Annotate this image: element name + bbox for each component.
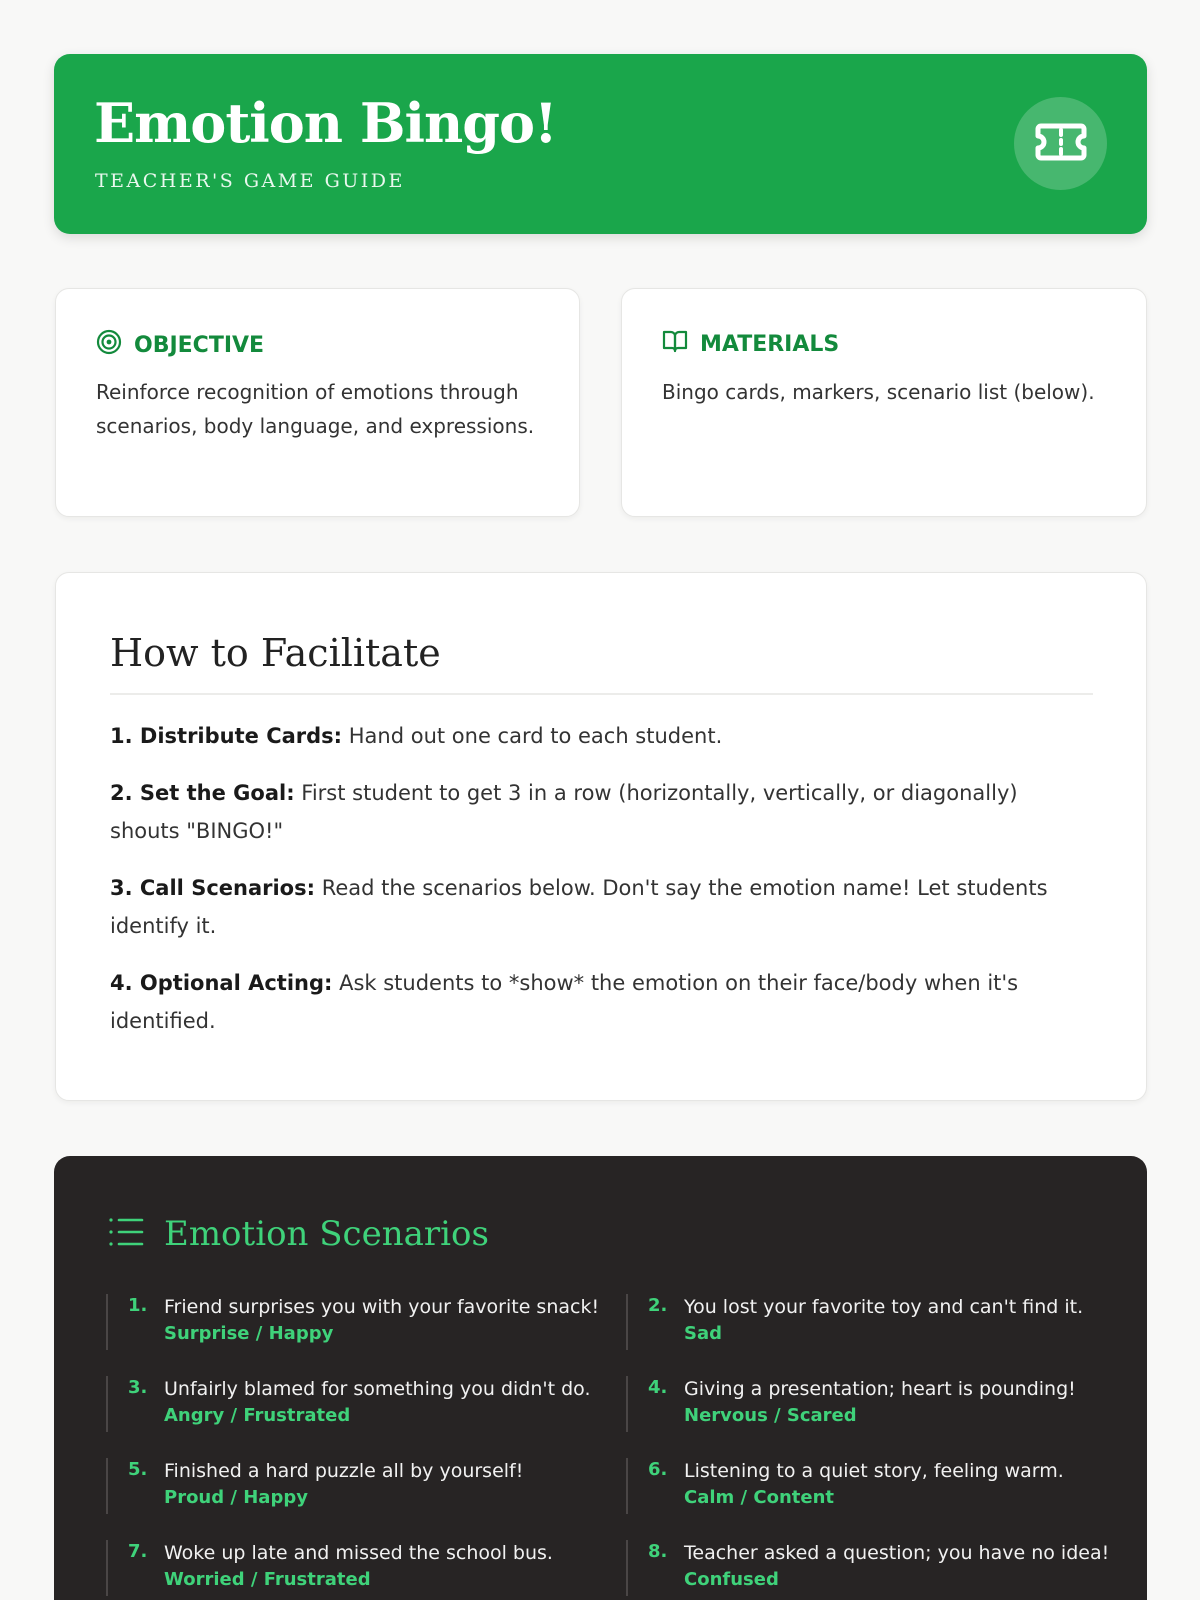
scenario-text: You lost your favorite toy and can't find it. [684,1296,1084,1318]
scenario-emotion: Confused [684,1569,779,1590]
scenarios-grid [106,1294,1110,1596]
step-label: 1. Distribute Cards: [110,724,343,748]
scenario-text: Giving a presentation; heart is pounding! [684,1378,1076,1400]
scenario-emotion: Nervous / Scared [684,1405,857,1426]
scenario-emotion: Sad [684,1323,722,1344]
header-banner [54,54,1147,234]
scenario-number: 8. [648,1541,668,1562]
scenario-emotion: Proud / Happy [164,1487,308,1508]
scenario-text: Unfairly blamed for something you didn't do. [164,1378,591,1400]
scenario-item [626,1294,1106,1350]
scenario-number: 2. [648,1295,668,1316]
page-subtitle: TEACHER'S GAME GUIDE [95,170,405,192]
scenario-item [106,1458,626,1514]
steps-list [110,717,1093,1059]
divider [110,693,1093,695]
header-badge [1014,97,1107,190]
step-text: Ask students to *show* the emotion on their face/body when it's identified. [110,971,1019,1033]
objective-card [55,288,580,517]
step-item [110,869,1093,945]
scenario-item [106,1540,626,1596]
objective-text: Reinforce recognition of emotions through scenarios, body language, and expressions. [96,380,535,438]
scenario-text: Friend surprises you with your favorite snack! [164,1296,600,1318]
scenario-emotion: Worried / Frustrated [164,1569,371,1590]
objective-heading: OBJECTIVE [134,332,265,358]
facilitate-card [55,572,1147,1101]
facilitate-title: How to Facilitate [110,631,441,675]
scenario-emotion: Angry / Frustrated [164,1405,351,1426]
scenario-number: 6. [648,1459,668,1480]
step-label: 3. Call Scenarios: [110,876,316,900]
scenario-number: 3. [128,1377,148,1398]
scenario-item [626,1458,1106,1514]
scenarios-panel [54,1156,1147,1600]
objective-heading-row [96,329,264,361]
step-item [110,964,1093,1040]
book-icon [662,329,688,359]
materials-card [621,288,1147,517]
scenario-emotion: Calm / Content [684,1487,835,1508]
scenarios-title: Emotion Scenarios [164,1214,489,1254]
scenario-text: Woke up late and missed the school bus. [164,1542,553,1564]
scenario-number: 5. [128,1459,148,1480]
page-title: Emotion Bingo! [94,91,557,155]
step-item [110,774,1093,850]
scenario-item [626,1376,1106,1432]
materials-heading-row [662,329,839,359]
step-label: 2. Set the Goal: [110,781,295,805]
scenario-text: Listening to a quiet story, feeling warm. [684,1460,1064,1482]
scenario-number: 4. [648,1377,668,1398]
scenario-item [106,1376,626,1432]
scenario-emotion: Surprise / Happy [164,1323,334,1344]
scenario-number: 7. [128,1541,148,1562]
scenario-text: Finished a hard puzzle all by yourself! [164,1460,524,1482]
scenario-number: 1. [128,1295,148,1316]
target-icon [96,329,122,361]
scenario-text: Teacher asked a question; you have no idea! [684,1542,1110,1564]
materials-text: Bingo cards, markers, scenario list (below). [662,380,1095,404]
step-text: First student to get 3 in a row (horizontally, vertically, or diagonally) shouts "BINGO!" [110,781,1018,843]
ticket-icon [1035,122,1087,166]
list-icon [108,1216,144,1252]
materials-heading: MATERIALS [700,331,840,357]
scenario-item [626,1540,1110,1596]
step-item [110,717,1093,755]
step-text: Hand out one card to each student. [342,724,723,748]
step-label: 4. Optional Acting: [110,971,333,995]
scenarios-heading-row [108,1214,489,1254]
scenario-item [106,1294,626,1350]
step-text: Read the scenarios below. Don't say the emotion name! Let students identify it. [110,876,1048,938]
